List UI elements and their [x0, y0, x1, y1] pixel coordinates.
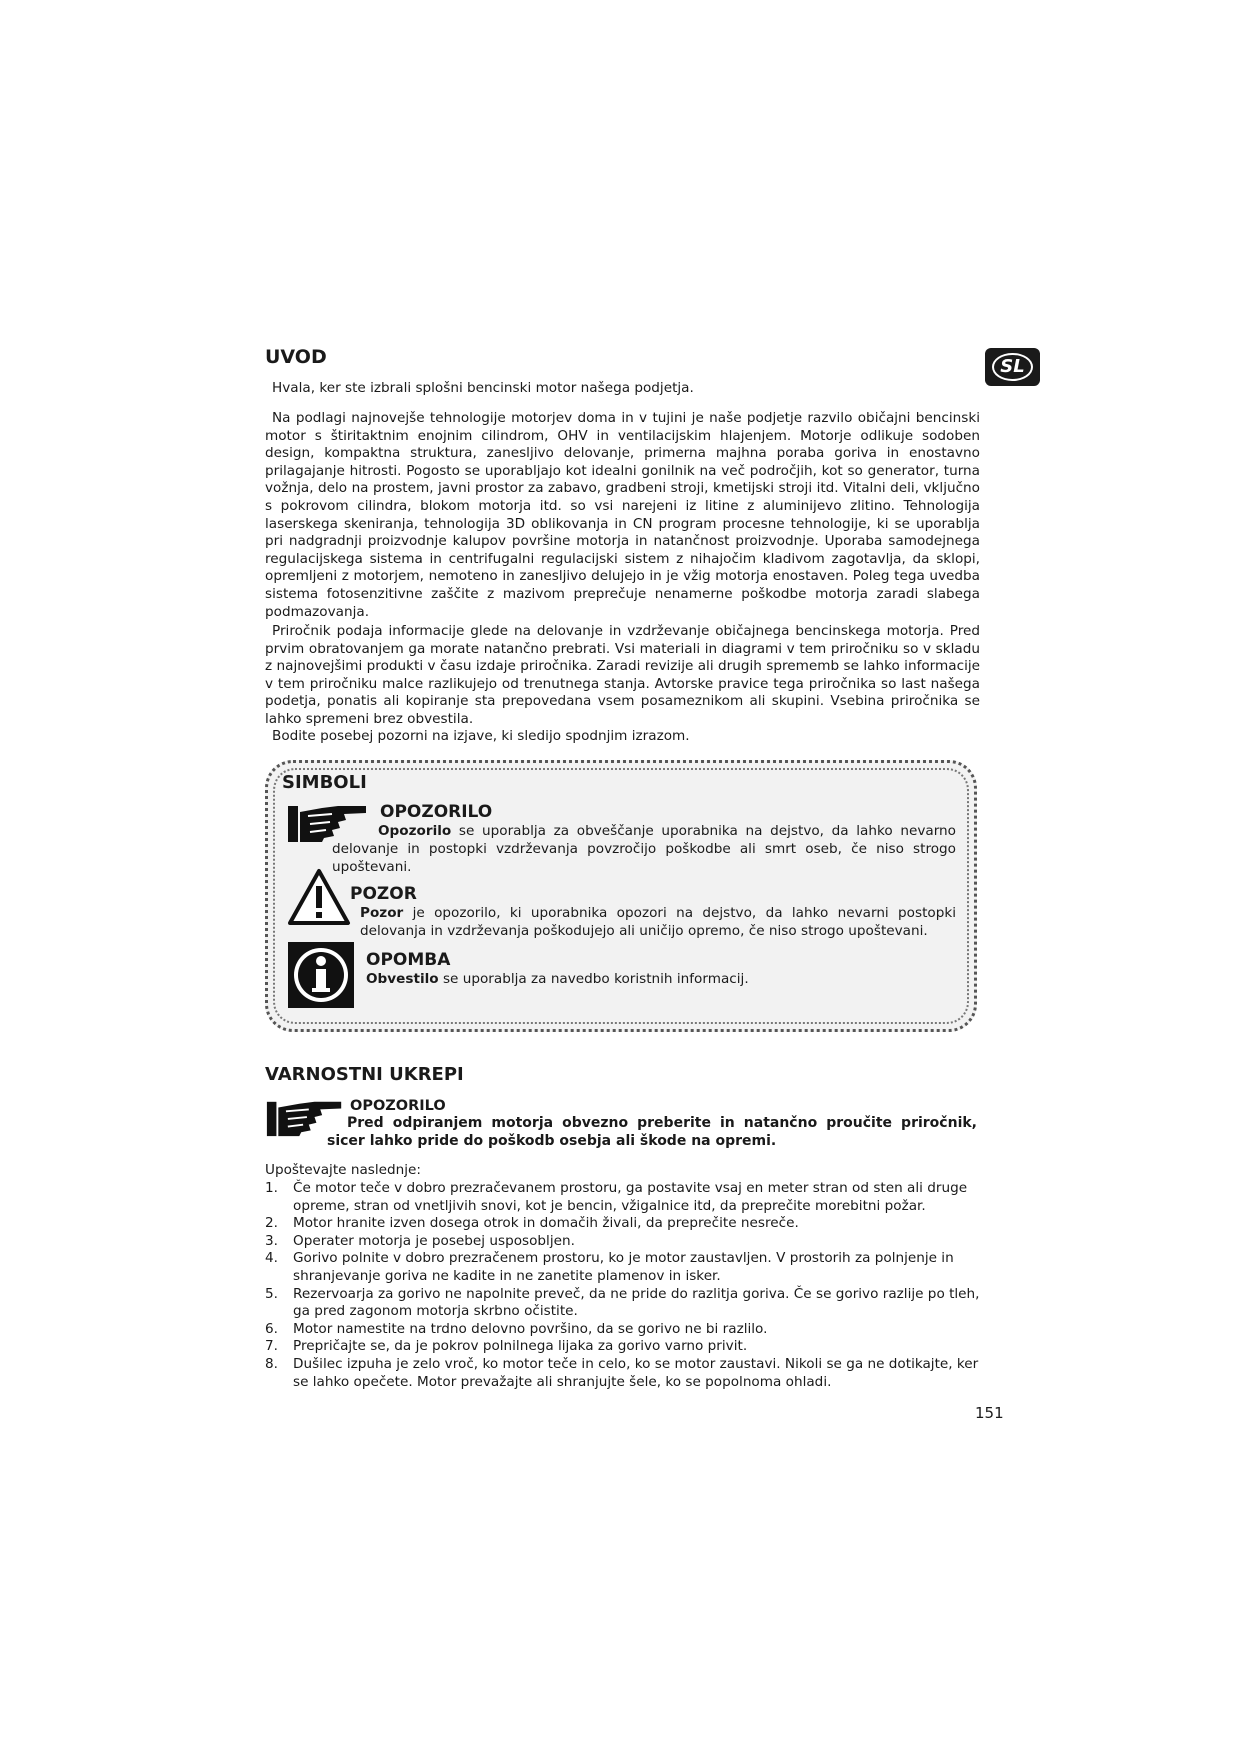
- list-item-number: 8.: [265, 1355, 278, 1372]
- list-item: [265, 1338, 980, 1356]
- list-item: [265, 1250, 980, 1285]
- warning-description: [332, 822, 956, 876]
- note-text: se uporablja za navedbo koristnih informacij.: [438, 971, 749, 987]
- list-item-number: 3.: [265, 1232, 278, 1249]
- warning-title: OPOZORILO: [380, 802, 493, 822]
- list-item-number: 7.: [265, 1338, 278, 1355]
- list-item: [265, 1286, 980, 1321]
- note-description: [366, 970, 956, 988]
- intro-main-paragraph: Na podlagi najnovejše tehnologije motorjev doma in v tujini je naše podjetje razvilo običajni bencinski motor s štiritaktnim enojnim cilindrom, OHV in ventilacijskim hlajenjem. Motorje odlikuje sodoben design, kompaktna struktura, zanesljivo delovanje, primerna majhna poraba goriva in enostavno prilagajanje hitrosti. Pogosto se uporabljajo kot idealni gonilnik na več področjih, kot so generator, turna vožnja, delo na prostem, javni prostor za zabavo, gradbeni stroji, kmetijski stroji itd. Vitalni deli, vključno s pokrovom cilindra, blokom motorja itd. so vsi narejeni iz litine z aluminijevo zlitino. Tehnologija laserskega skeniranja, tehnologija 3D oblikovanja in CN program procesne tehnologije, ki se uporablja pri nadgradnji proizvodnje kalupov površine motorja in natančnost proizvodnje. Uporaba samodejnega regulacijskega sistema in centrifugalni regulacijski sistem z nihajočim kladivom zagotavlja, da sklopi, opremljeni z motorjem, nemoteno in zanesljivo delujejo in je vžig motorja enostaven. Poleg tega uvedba sistema fotosenzitivne zaščite z mazivom preprečuje nenamerne poškodbe motorja zaradi slabega podmazovanja.: [265, 410, 980, 620]
- list-item-text: Prepričajte se, da je pokrov polnilnega lijaka za gorivo varno privit.: [293, 1338, 748, 1355]
- safety-intro: Upoštevajte naslednje:: [265, 1162, 421, 1178]
- list-item-text: Rezervoarja za gorivo ne napolnite preveč, da ne pride do razlitja goriva. Če se gorivo razlije po tleh, ga pred zagonom motorja skrbno očistite.: [293, 1285, 980, 1320]
- caution-term: Pozor: [360, 905, 404, 921]
- list-item-text: Motor namestite na trdno delovno površino, da se gorivo ne bi razlilo.: [293, 1320, 768, 1337]
- list-item: [265, 1321, 980, 1339]
- list-item-text: Dušilec izpuha je zelo vroč, ko motor teče in celo, ko se motor zaustavi. Nikoli se ga ne dotikajte, ker se lahko opečete. Motor prevažajte ali shranjujte šele, ko se popolnoma ohladi.: [293, 1355, 979, 1390]
- list-item-number: 2.: [265, 1215, 278, 1232]
- note-term: Obvestilo: [366, 971, 439, 987]
- intro-thanks: Hvala, ker ste izbrali splošni bencinski motor našega podjetja.: [272, 380, 694, 396]
- list-item: [265, 1356, 980, 1391]
- list-item: [265, 1215, 980, 1233]
- list-item-number: 4.: [265, 1250, 278, 1267]
- intro-attention-line: Bodite posebej pozorni na izjave, ki sledijo spodnjim izrazom.: [272, 728, 690, 744]
- caution-title: POZOR: [350, 884, 417, 904]
- list-item-text: Motor hranite izven dosega otrok in domačih živali, da preprečite nesreče.: [293, 1215, 799, 1232]
- note-title: OPOMBA: [366, 950, 451, 970]
- warning-text: se uporablja za obveščanje uporabnika na dejstvo, da lahko nevarno delovanje in postopki vzdrževanja povzročijo poškodbe ali smrt oseb, če niso strogo upoštevani.: [332, 823, 956, 875]
- safety-warning-title: OPOZORILO: [350, 1098, 446, 1114]
- warning-term: Opozorilo: [378, 823, 452, 839]
- caution-text: je opozorilo, ki uporabnika opozori na dejstvo, da lahko nevarni postopki delovanja in vzdrževanja poškodujejo ali uničijo opremo, če niso strogo upoštevani.: [360, 905, 956, 939]
- language-badge-label: SL: [992, 353, 1032, 381]
- intro-manual-paragraph: Priročnik podaja informacije glede na delovanje in vzdrževanje običajnega bencinskega motorja. Pred prvim obratovanjem ga morate natančno prebrati. Vsi materiali in diagrami v tem priročniku so v skladu z najnovejšimi produkti v času izdaje priročnika. Zaradi revizije ali drugih sprememb se lahko informacije v tem priročniku malce razlikujejo od trenutnega stanja. Avtorske pravice tega priročnika so last našega podetja, ponatis ali kopiranje sta prepovedana vsem posameznikom ali skupini. Vsebina priročnika se lahko spremeni brez obvestila.: [265, 623, 980, 727]
- language-badge: [985, 348, 1040, 386]
- caution-description: [360, 904, 956, 940]
- intro-heading: UVOD: [265, 346, 327, 368]
- list-item-text: Gorivo polnite v dobro prezračenem prostoru, ko je motor zaustavljen. V prostorih za polnjenje in shranjevanje goriva ne kadite in ne zanetite plamenov in isker.: [293, 1250, 954, 1284]
- info-icon: [288, 942, 354, 1008]
- safety-heading: VARNOSTNI UKREPI: [265, 1064, 464, 1085]
- list-item-number: 6.: [265, 1320, 278, 1337]
- list-item: [265, 1180, 980, 1215]
- list-item-text: Če motor teče v dobro prezračevanem prostoru, ga postavite vsaj en meter stran od sten ali druge opreme, stran od vnetljivih snovi, kot je bencin, vžigalnice itd, da preprečite morebitni požar.: [293, 1180, 968, 1214]
- symbols-heading: SIMBOLI: [282, 772, 367, 793]
- safety-warning-text: Pred odpiranjem motorja obvezno preberite in natančno proučite priročnik, sicer lahko pride do poškodb osebja ali škode na opremi.: [327, 1115, 977, 1149]
- list-item-number: 1.: [265, 1180, 278, 1196]
- list-item-text: Operater motorja je posebej usposobljen.: [293, 1232, 575, 1249]
- list-item: [265, 1233, 980, 1251]
- caution-triangle-icon: [287, 868, 351, 926]
- list-item-number: 5.: [265, 1285, 278, 1302]
- safety-rules-list: [265, 1180, 980, 1391]
- page-number: 151: [975, 1404, 1004, 1422]
